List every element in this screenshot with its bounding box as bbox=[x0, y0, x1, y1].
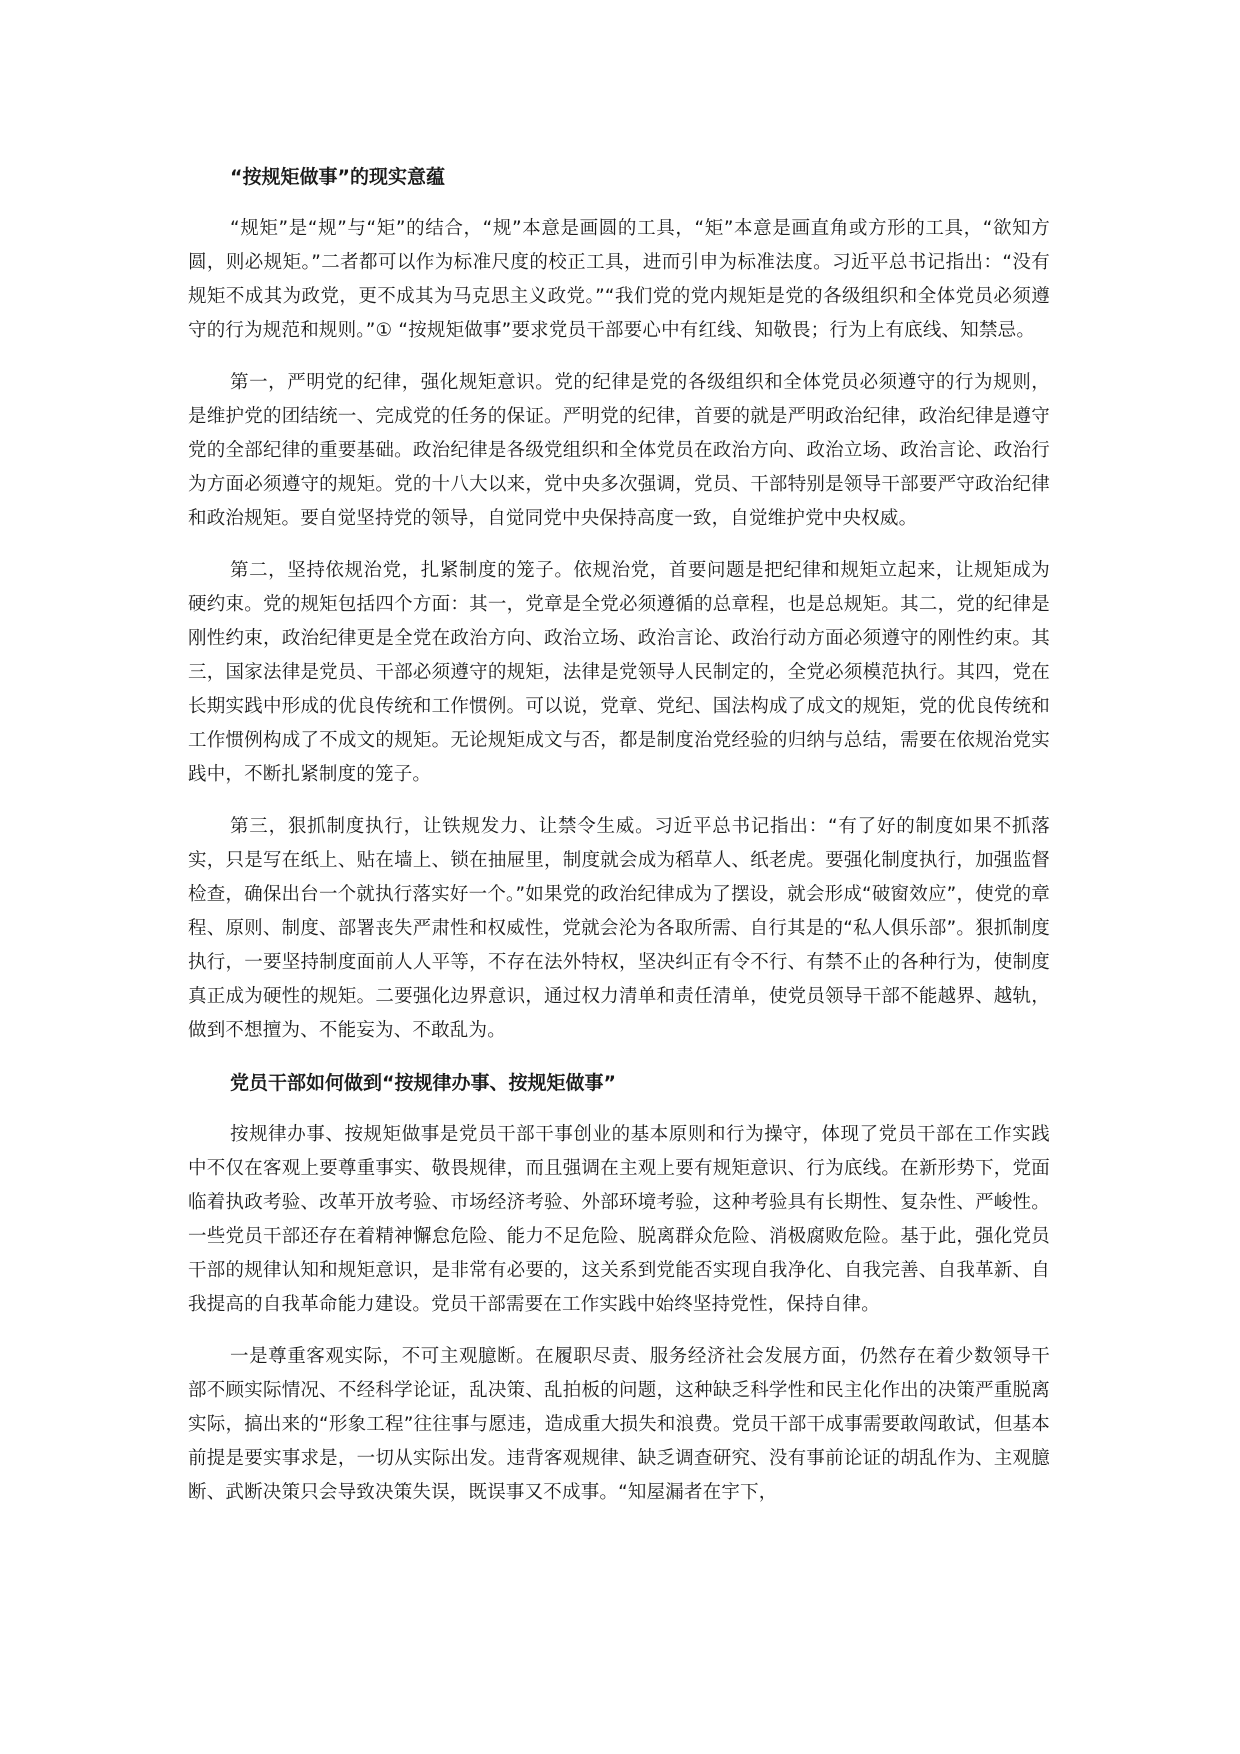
section-heading-2: 党员干部如何做到“按规律办事、按规矩做事” bbox=[230, 1072, 616, 1094]
document-body bbox=[188, 160, 1050, 1528]
paragraph: 第一，严明党的纪律，强化规矩意识。党的纪律是党的各级组织和全体党员必须遵守的行为规则，是维护党的团结统一、完成党的任务的保证。严明党的纪律，首要的就是严明政治纪律，政治纪律是遵守党的全部纪律的重要基础。政治纪律是各级党组织和全体党员在政治方向、政治立场、政治言论、政治行为方面必须遵守的规矩。党的十八大以来，党中央多次强调，党员、干部特别是领导干部要严守政治纪律和政治规矩。要自觉坚持党的领导，自觉同党中央保持高度一致，自觉维护党中央权威。 bbox=[188, 372, 1050, 529]
paragraph: 一是尊重客观实际，不可主观臆断。在履职尽责、服务经济社会发展方面，仍然存在着少数领导干部不顾实际情况、不经科学论证，乱决策、乱拍板的问题，这种缺乏科学性和民主化作出的决策严重脱离实际，搞出来的“形象工程”往往事与愿违，造成重大损失和浪费。党员干部干成事需要敢闯敢试，但基本前提是要实事求是，一切从实际出发。违背客观规律、缺乏调查研究、没有事前论证的胡乱作为、主观臆断、武断决策只会导致决策失误，既误事又不成事。“知屋漏者在宇下， bbox=[188, 1346, 1050, 1503]
section-heading-1: “按规矩做事”的现实意蕴 bbox=[230, 166, 445, 188]
paragraph: 按规律办事、按规矩做事是党员干部干事创业的基本原则和行为操守，体现了党员干部在工作实践中不仅在客观上要尊重事实、敬畏规律，而且强调在主观上要有规矩意识、行为底线。在新形势下，党面临着执政考验、改革开放考验、市场经济考验、外部环境考验，这种考验具有长期性、复杂性、严峻性。一些党员干部还存在着精神懈怠危险、能力不足危险、脱离群众危险、消极腐败危险。基于此，强化党员干部的规律认知和规矩意识，是非常有必要的，这关系到党能否实现自我净化、自我完善、自我革新、自我提高的自我革命能力建设。党员干部需要在工作实践中始终坚持党性，保持自律。 bbox=[188, 1124, 1050, 1315]
paragraph: “规矩”是“规”与“矩”的结合，“规”本意是画圆的工具，“矩”本意是画直角或方形的工具，“欲知方圆，则必规矩。”二者都可以作为标准尺度的校正工具，进而引申为标准法度。习近平总书记指出：“没有规矩不成其为政党，更不成其为马克思主义政党。”“我们党的党内规矩是党的各级组织和全体党员必须遵守的行为规范和规则。”① “按规矩做事”要求党员干部要心中有红线、知敬畏；行为上有底线、知禁忌。 bbox=[188, 218, 1050, 341]
paragraph: 第二，坚持依规治党，扎紧制度的笼子。依规治党，首要问题是把纪律和规矩立起来，让规矩成为硬约束。党的规矩包括四个方面：其一，党章是全党必须遵循的总章程，也是总规矩。其二，党的纪律是刚性约束，政治纪律更是全党在政治方向、政治立场、政治言论、政治行动方面必须遵守的刚性约束。其三，国家法律是党员、干部必须遵守的规矩，法律是党领导人民制定的，全党必须模范执行。其四，党在长期实践中形成的优良传统和工作惯例。可以说，党章、党纪、国法构成了成文的规矩，党的优良传统和工作惯例构成了不成文的规矩。无论规矩成文与否，都是制度治党经验的归纳与总结，需要在依规治党实践中，不断扎紧制度的笼子。 bbox=[188, 560, 1050, 785]
paragraph: 第三，狠抓制度执行，让铁规发力、让禁令生威。习近平总书记指出：“有了好的制度如果不抓落实，只是写在纸上、贴在墙上、锁在抽屉里，制度就会成为稻草人、纸老虎。要强化制度执行，加强监督检查，确保出台一个就执行落实好一个。”如果党的政治纪律成为了摆设，就会形成“破窗效应”，使党的章程、原则、制度、部署丧失严肃性和权威性，党就会沦为各取所需、自行其是的“私人俱乐部”。狠抓制度执行，一要坚持制度面前人人平等，不存在法外特权，坚决纠正有令不行、有禁不止的各种行为，使制度真正成为硬性的规矩。二要强化边界意识，通过权力清单和责任清单，使党员领导干部不能越界、越轨，做到不想擅为、不能妄为、不敢乱为。 bbox=[188, 816, 1050, 1041]
